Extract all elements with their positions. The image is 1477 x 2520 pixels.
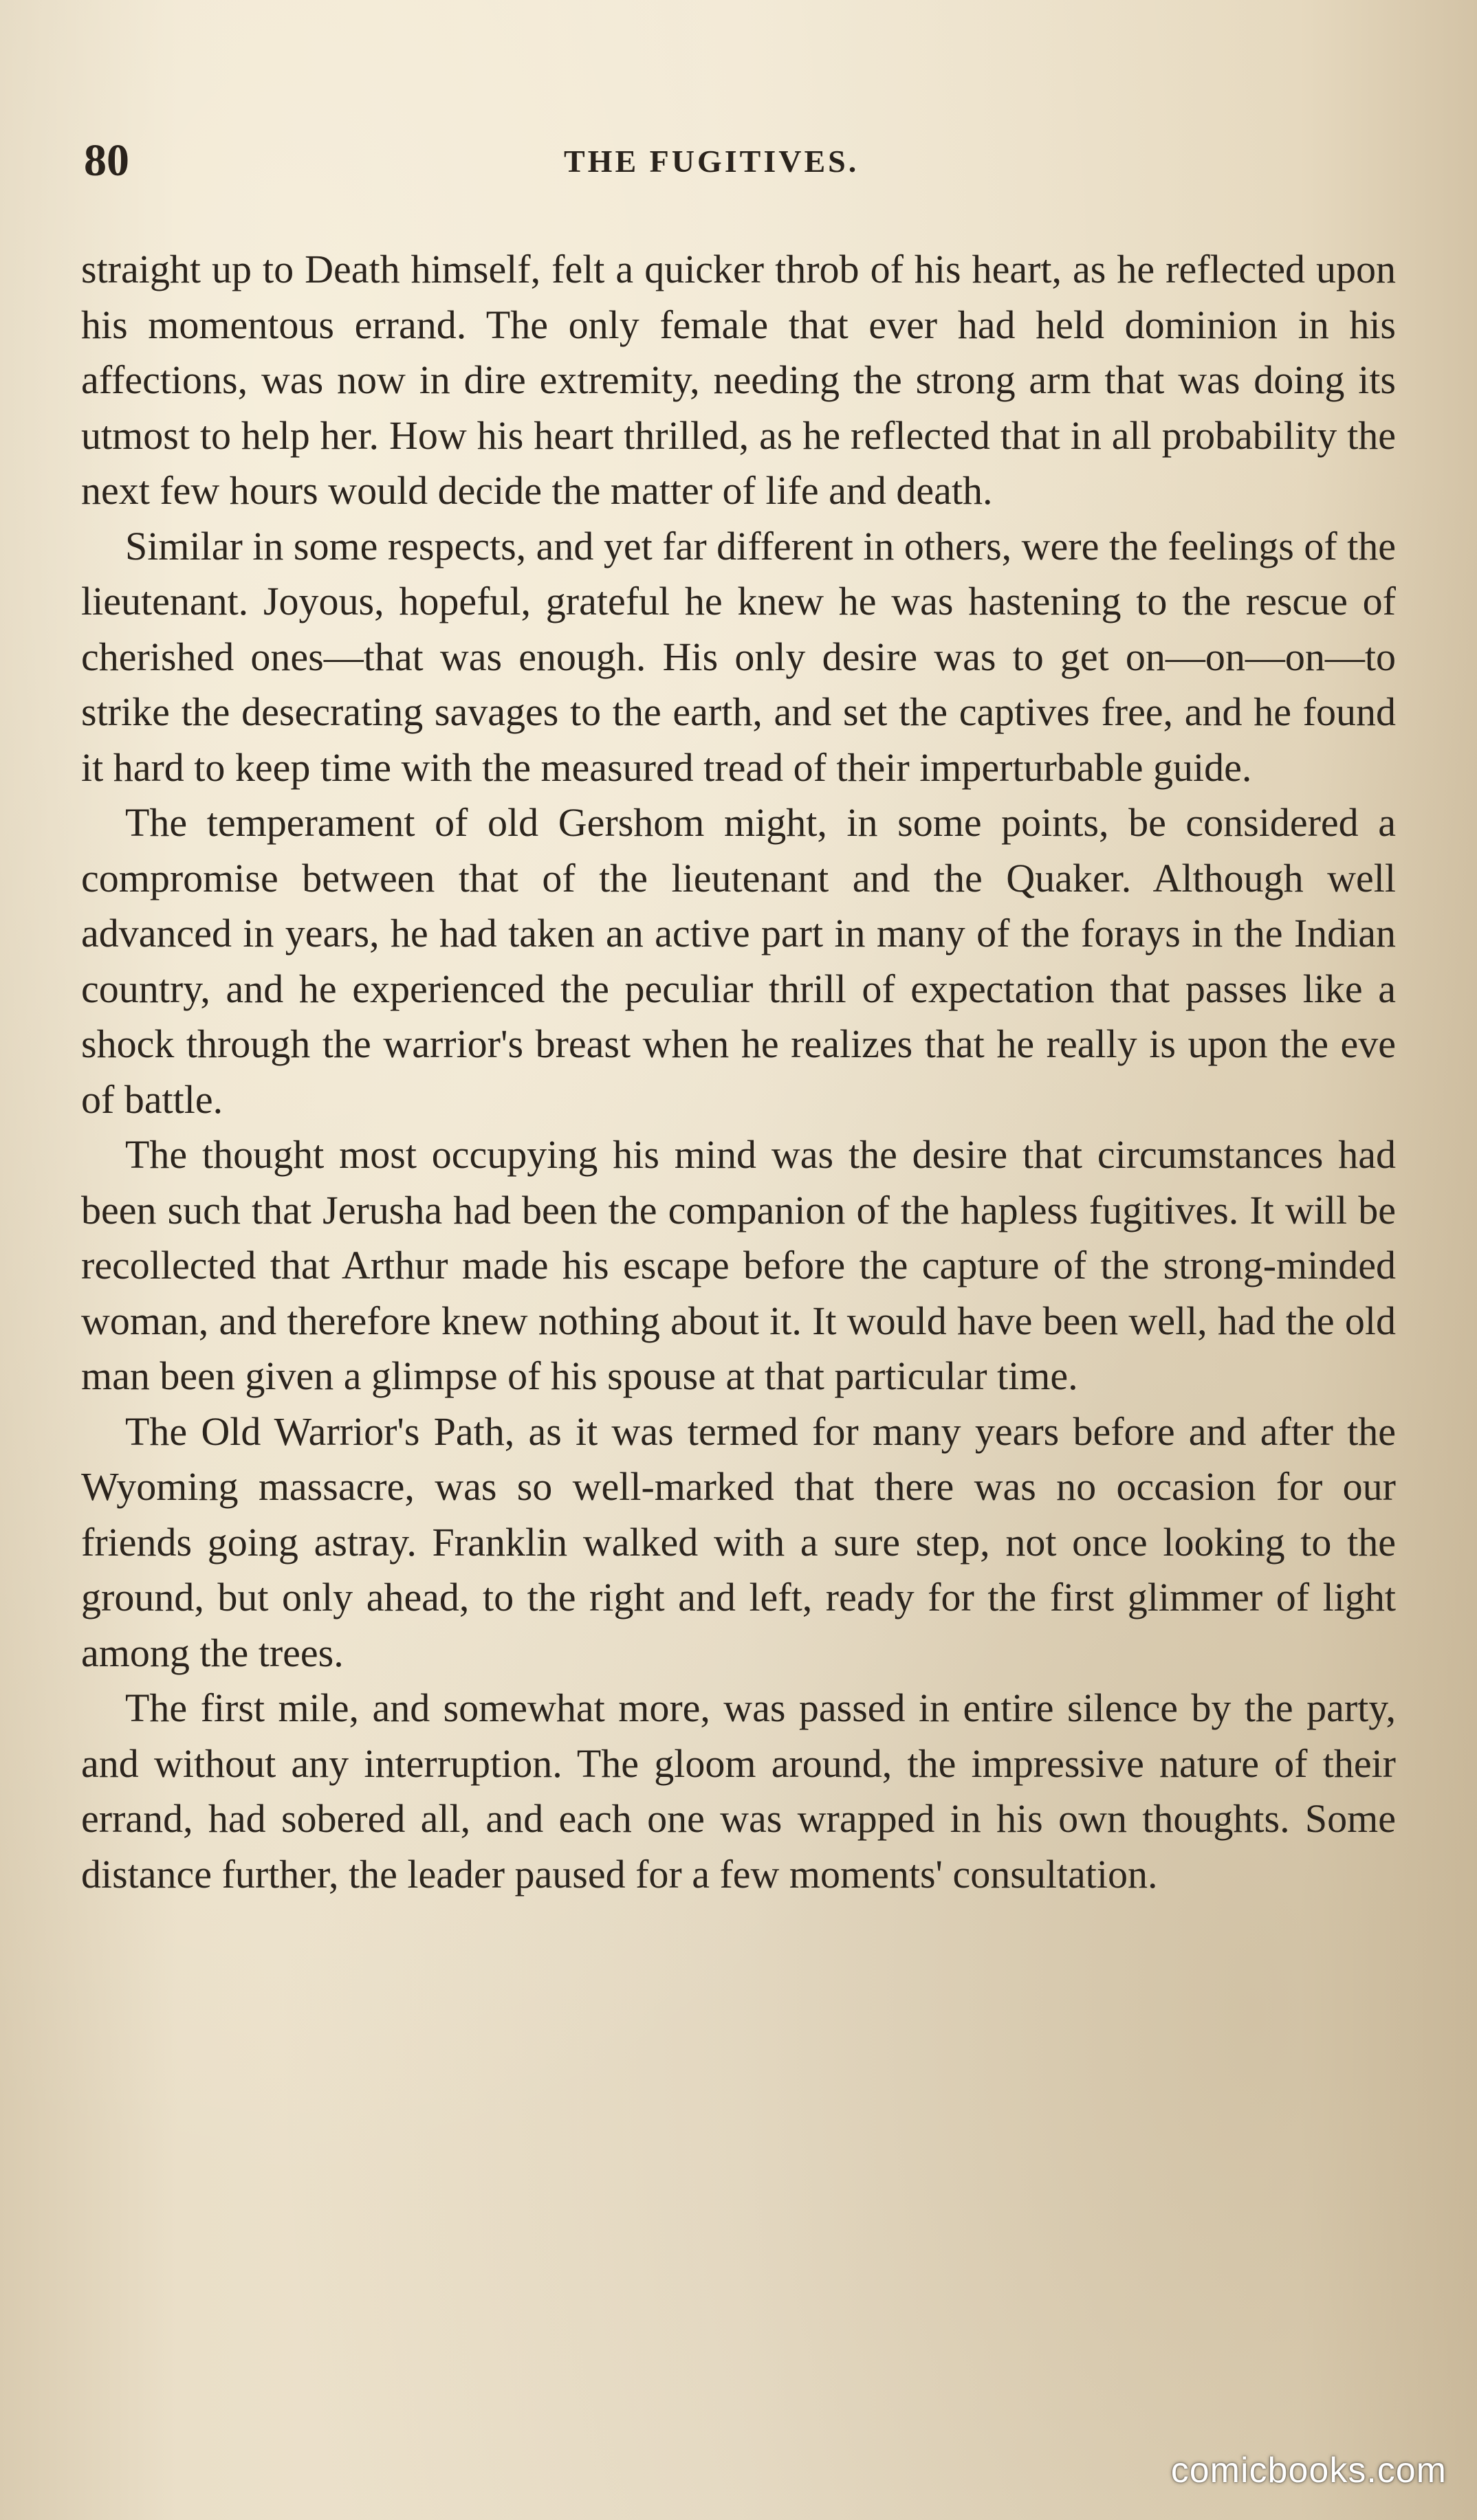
paragraph: The first mile, and somewhat more, was passed in entire silence by the party, and without any interruption. The gloom around, the impressive nature of their errand, had sobered all, and each one was wrapped in his own thoughts. Some distance further, the leader paused for a few moments' consultation. (81, 1685, 1396, 1897)
watermark: comicbooks.com (1170, 2451, 1447, 2490)
paragraph: The Old Warrior's Path, as it was termed for many years before and after the Wyoming massacre, was so well-marked that there was no occasion for our friends going astray. Franklin walked with a sure step, not once looking to the ground, but only ahead, to the right and left, ready for the first glimmer of light among the trees. (81, 1408, 1396, 1675)
paragraph: The temperament of old Gershom might, in some points, be considered a compromise between that of the lieutenant and the Quaker. Although well advanced in years, he had taken an active part in many of the forays in the Indian country, and he experienced the peculiar thrill of expectation that passes like a shock through the warrior's breast when he realizes that he really is upon the eve of battle. (81, 800, 1396, 1122)
body-text (81, 242, 1396, 1902)
running-title: THE FUGITIVES. (564, 144, 860, 179)
paragraph: straight up to Death himself, felt a quicker throb of his heart, as he reflected upon his momentous errand. The only female that ever had held dominion in his affections, was now in dire extremity, needing the strong arm that was doing its utmost to help her. How his heart thrilled, as he reflected that in all probability the next few hours would decide the matter of life and death. (81, 247, 1396, 513)
paragraph: The thought most occupying his mind was the desire that circumstances had been such that Jerusha had been the companion of the hapless fugitives. It will be recollected that Arthur made his escape before the capture of the strong-minded woman, and therefore knew nothing about it. It would have been well, had the old man been given a glimpse of his spouse at that particular time. (81, 1132, 1396, 1398)
running-head (0, 135, 1477, 190)
paragraph: Similar in some respects, and yet far different in others, were the feelings of the lieutenant. Joyous, hopeful, grateful he knew he was hastening to the rescue of cherished ones—that was enough. His only desire was to get on—on—on—to strike the desecrating savages to the earth, and set the captives free, and he found it hard to keep time with the measured tread of their imperturbable guide. (81, 523, 1396, 790)
page-number: 80 (84, 135, 129, 186)
